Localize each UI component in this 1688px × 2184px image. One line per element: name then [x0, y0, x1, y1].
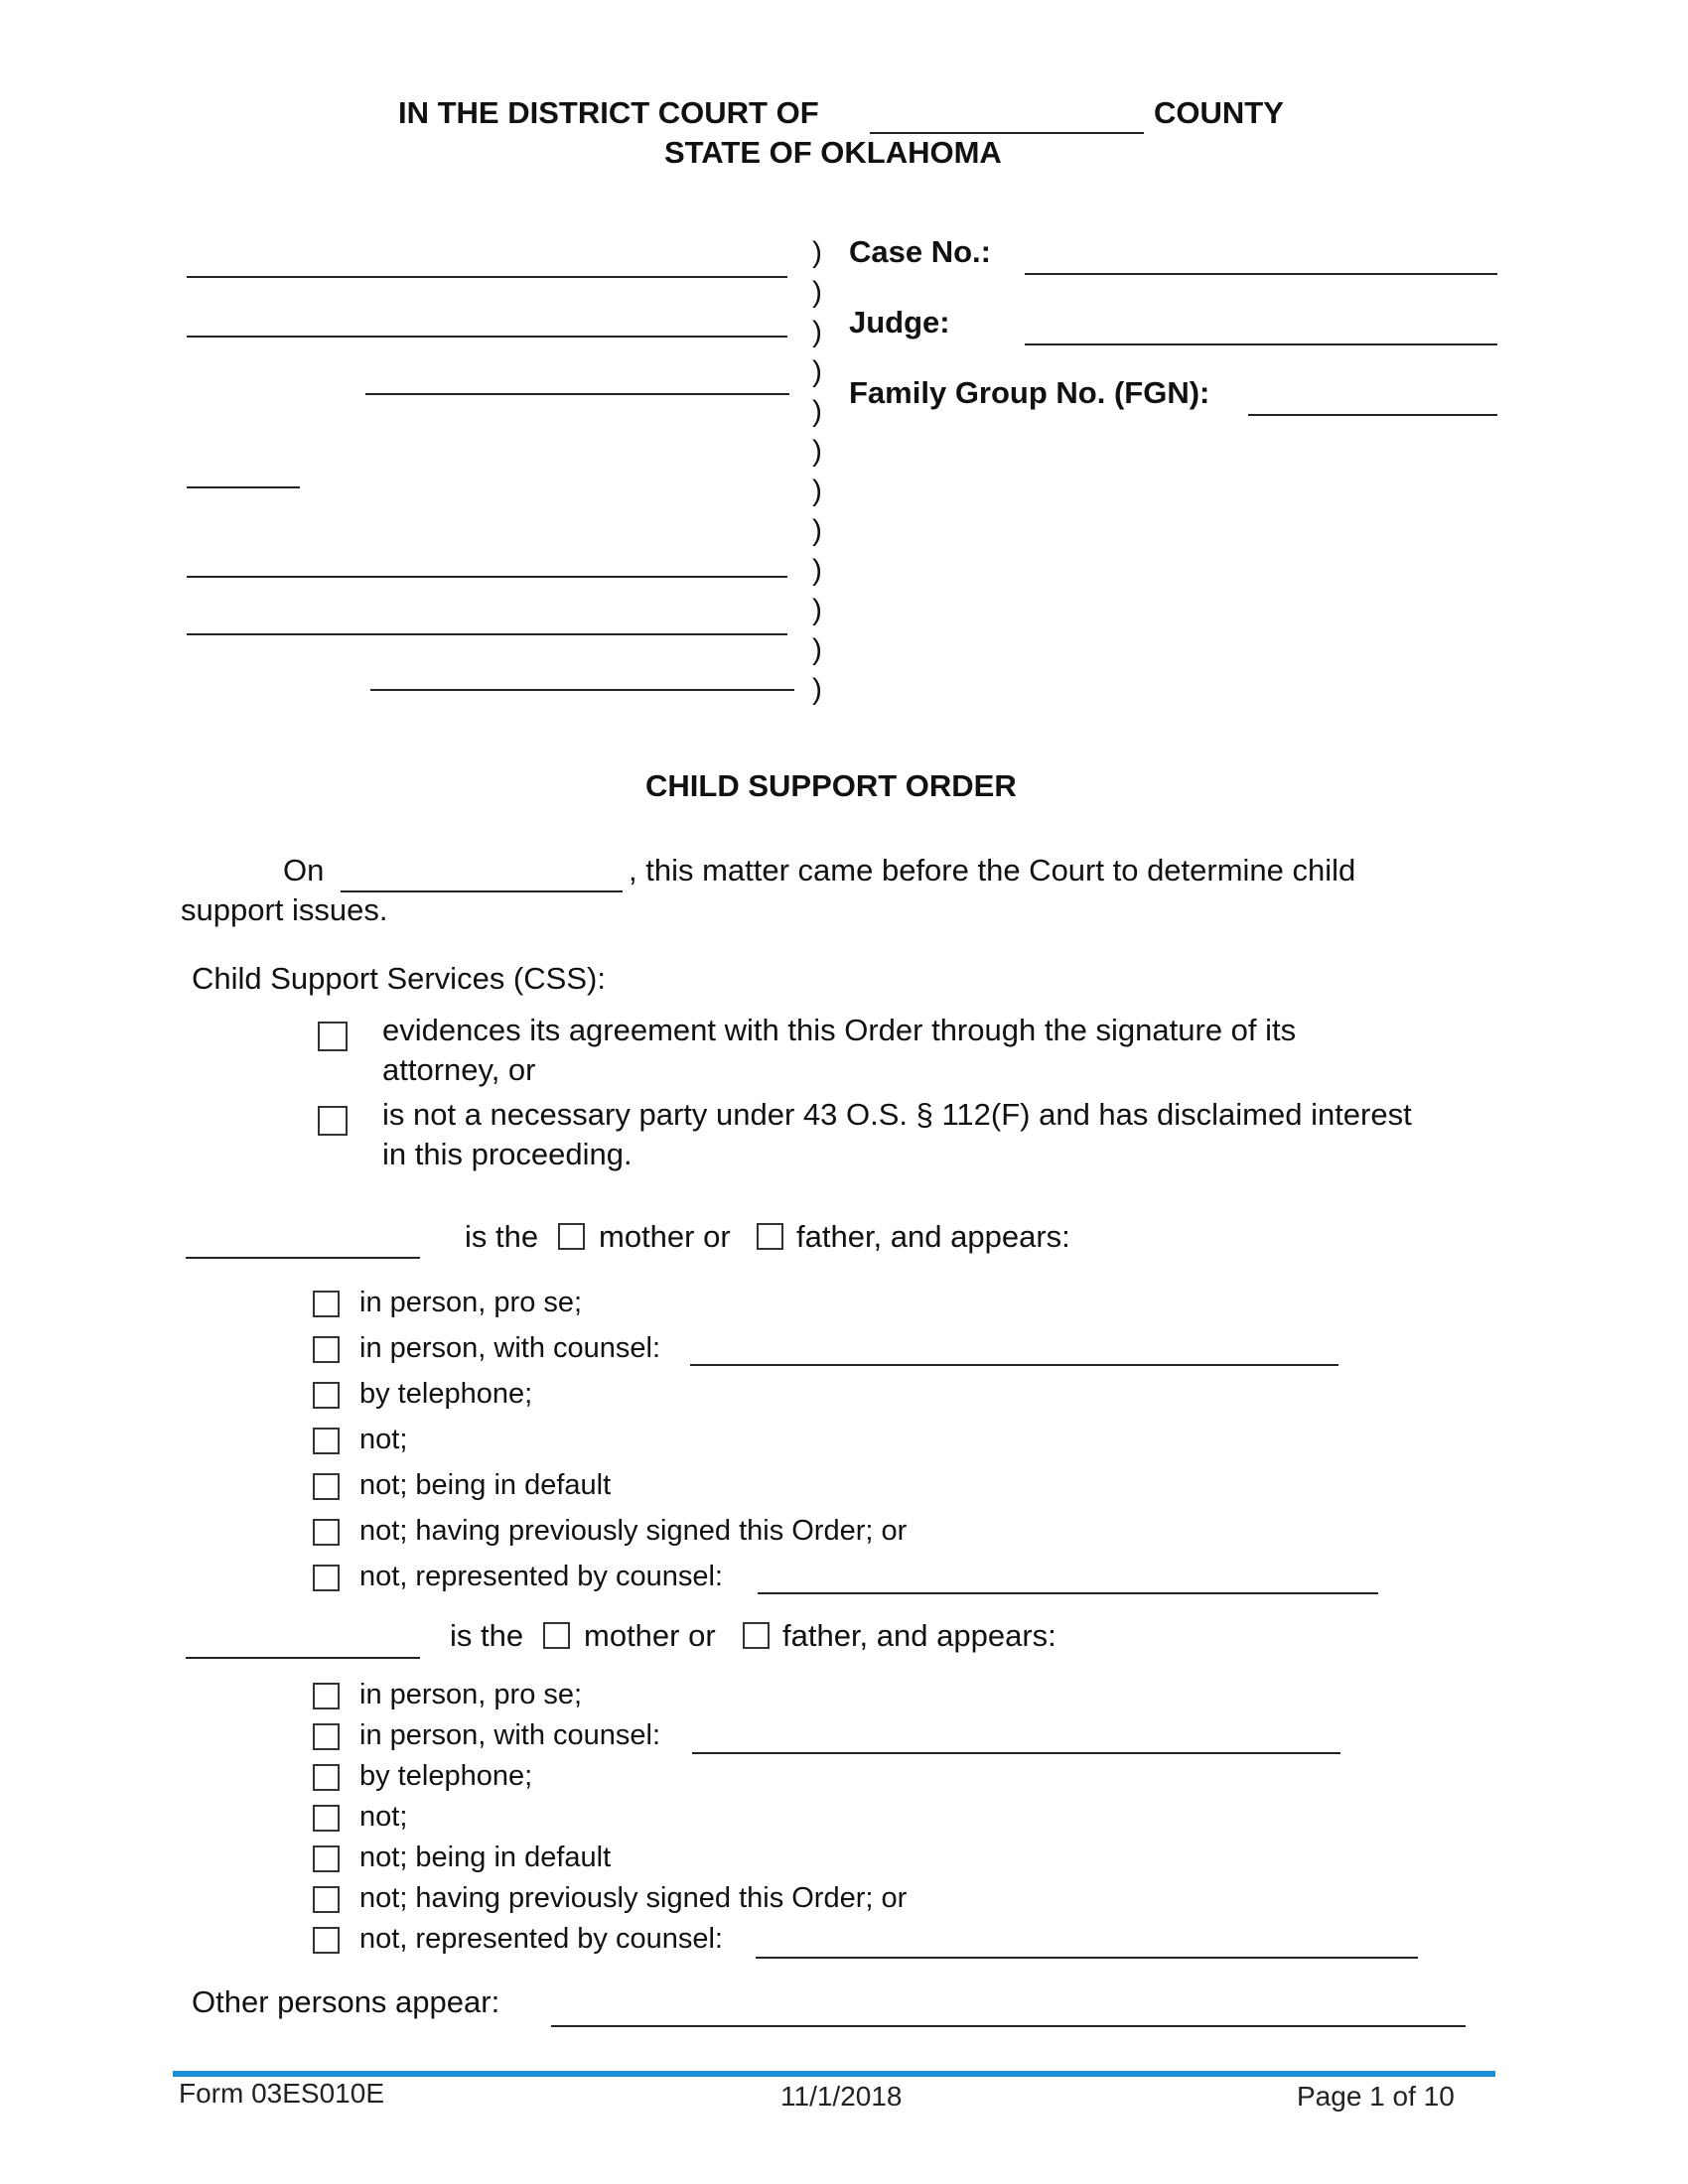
party2-is-the: is the [450, 1618, 524, 1653]
paren: ) [812, 435, 822, 468]
court-heading-prefix: IN THE DISTRICT COURT OF [398, 95, 819, 130]
party1-default-checkbox[interactable] [313, 1473, 340, 1500]
party1-option-label: not; having previously signed this Order; or [359, 1515, 908, 1547]
party2-option-label: in person, pro se; [359, 1679, 583, 1710]
css-option1-line1: evidences its agreement with this Order through the signature of its [382, 1013, 1297, 1047]
party2-option-label: not; [359, 1801, 408, 1833]
party1-pro-se-checkbox[interactable] [313, 1291, 340, 1317]
party1-option-label: not; [359, 1424, 408, 1455]
petitioner-name-field-2[interactable] [187, 308, 787, 338]
paren: ) [812, 673, 822, 706]
party2-telephone-checkbox[interactable] [313, 1764, 340, 1791]
document-title: CHILD SUPPORT ORDER [645, 768, 1017, 803]
intro-on: On [283, 853, 325, 887]
footer-form-number: Form 03ES010E [179, 2078, 384, 2109]
footer-date: 11/1/2018 [780, 2081, 903, 2112]
party2-name-field[interactable] [186, 1629, 420, 1659]
party2-option-label: not, represented by counsel: [359, 1923, 723, 1955]
fgn-label: Family Group No. (FGN): [849, 375, 1210, 410]
case-no-label: Case No.: [849, 234, 991, 269]
party1-name-field[interactable] [186, 1229, 420, 1259]
party1-is-the: is the [465, 1219, 539, 1254]
party2-father-label: father, and appears: [782, 1618, 1056, 1653]
party2-mother-checkbox[interactable] [543, 1622, 570, 1649]
other-persons-field[interactable] [551, 1997, 1466, 2027]
other-persons-label: Other persons appear: [192, 1984, 500, 2019]
judge-label: Judge: [849, 305, 950, 340]
party2-option-label: not; having previously signed this Order; or [359, 1882, 908, 1914]
party1-option-label: in person, with counsel: [359, 1332, 661, 1364]
party2-option-label: by telephone; [359, 1760, 533, 1792]
party1-mother-label: mother or [599, 1219, 731, 1254]
fgn-field[interactable] [1248, 386, 1497, 416]
party2-not-checkbox[interactable] [313, 1805, 340, 1832]
paren: ) [812, 475, 822, 507]
paren: ) [812, 514, 822, 547]
county-field[interactable] [870, 104, 1144, 134]
party2-pro-se-checkbox[interactable] [313, 1683, 340, 1709]
court-heading-suffix: COUNTY [1154, 95, 1284, 130]
vs-field[interactable] [187, 459, 300, 488]
petitioner-role-field[interactable] [365, 365, 789, 395]
footer-page-number: Page 1 of 10 [1297, 2081, 1455, 2112]
party1-mother-checkbox[interactable] [558, 1223, 585, 1250]
party2-default-checkbox[interactable] [313, 1845, 340, 1872]
party1-father-label: father, and appears: [796, 1219, 1070, 1254]
footer-rule [173, 2071, 1495, 2077]
party2-father-checkbox[interactable] [743, 1622, 770, 1649]
paren: ) [812, 395, 822, 428]
paren: ) [812, 276, 822, 309]
css-heading: Child Support Services (CSS): [192, 961, 606, 996]
party2-mother-label: mother or [584, 1618, 716, 1653]
party1-option-label: by telephone; [359, 1378, 533, 1410]
respondent-role-field[interactable] [370, 661, 794, 691]
party2-signed-checkbox[interactable] [313, 1886, 340, 1913]
css-option2-line1: is not a necessary party under 43 O.S. § 112(F) and has disclaimed interest [382, 1097, 1412, 1132]
party1-father-checkbox[interactable] [757, 1223, 783, 1250]
respondent-name-field[interactable] [187, 548, 787, 578]
paren: ) [812, 355, 822, 388]
party2-with-counsel-checkbox[interactable] [313, 1723, 340, 1750]
intro-text: , this matter came before the Court to determine child [629, 853, 1356, 887]
judge-field[interactable] [1025, 316, 1497, 345]
respondent-name-field-2[interactable] [187, 606, 787, 635]
css-option1-line2: attorney, or [382, 1052, 536, 1087]
party1-with-counsel-checkbox[interactable] [313, 1336, 340, 1363]
party2-option-label: in person, with counsel: [359, 1719, 661, 1751]
paren: ) [812, 633, 822, 666]
paren: ) [812, 554, 822, 587]
party1-option-label: not, represented by counsel: [359, 1561, 723, 1592]
party1-signed-checkbox[interactable] [313, 1519, 340, 1546]
party2-represented-checkbox[interactable] [313, 1927, 340, 1954]
party1-telephone-checkbox[interactable] [313, 1382, 340, 1409]
case-no-field[interactable] [1025, 245, 1497, 275]
css-agreement-checkbox[interactable] [318, 1022, 348, 1051]
petitioner-name-field[interactable] [187, 248, 787, 278]
css-not-necessary-checkbox[interactable] [318, 1106, 348, 1136]
paren: ) [812, 594, 822, 626]
party2-option-label: not; being in default [359, 1842, 612, 1873]
state-heading: STATE OF OKLAHOMA [664, 135, 1002, 170]
party2-represented-counsel-field[interactable] [756, 1929, 1418, 1959]
paren: ) [812, 236, 822, 269]
css-option2-line2: in this proceeding. [382, 1137, 633, 1171]
party1-counsel-field[interactable] [690, 1336, 1338, 1366]
party1-represented-checkbox[interactable] [313, 1565, 340, 1591]
intro-text-line2: support issues. [181, 892, 388, 927]
party1-option-label: in person, pro se; [359, 1287, 583, 1318]
hearing-date-field[interactable] [341, 863, 623, 892]
party1-option-label: not; being in default [359, 1469, 612, 1501]
party1-represented-counsel-field[interactable] [758, 1565, 1378, 1594]
paren: ) [812, 316, 822, 348]
party1-not-checkbox[interactable] [313, 1428, 340, 1454]
party2-counsel-field[interactable] [692, 1724, 1340, 1754]
